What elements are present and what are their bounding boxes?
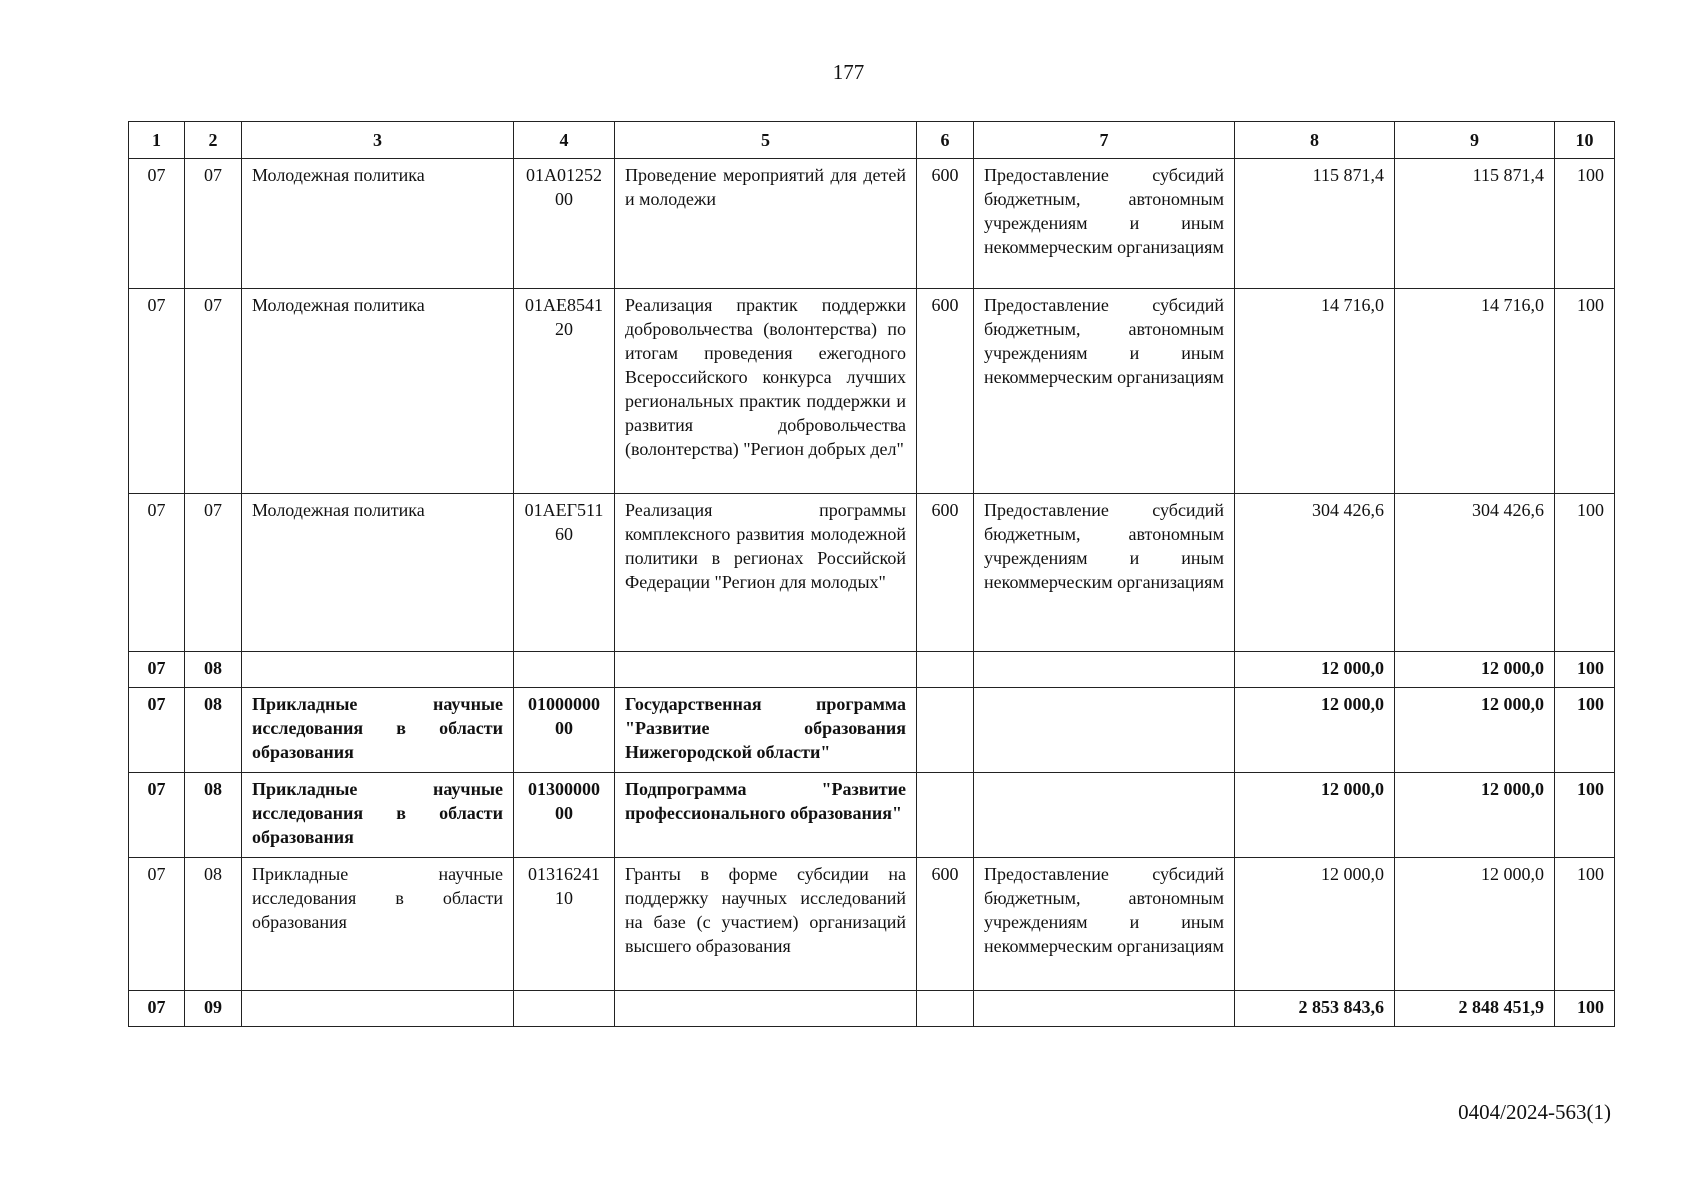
subsection-code: 08 (185, 858, 242, 991)
expense-type-name (974, 688, 1235, 773)
expense-type-code: 600 (917, 159, 974, 289)
approved-amount: 12 000,0 (1235, 688, 1395, 773)
section-code: 07 (129, 773, 185, 858)
target-article-name: Реализация программы комплексного развития молодежной политики в регионах Российской Федерации "Регион для молодых" (615, 494, 917, 652)
column-header: 10 (1555, 122, 1615, 159)
table-row (129, 159, 1615, 289)
execution-percent: 100 (1555, 688, 1615, 773)
target-article-code (514, 652, 615, 688)
target-article-code (514, 991, 615, 1027)
approved-amount: 14 716,0 (1235, 289, 1395, 494)
target-article-name: Подпрограмма "Развитие профессионального образования" (615, 773, 917, 858)
column-header: 8 (1235, 122, 1395, 159)
target-article-code: 0100000000 (514, 688, 615, 773)
subsection-code: 09 (185, 991, 242, 1027)
target-article-name: Государственная программа "Развитие образования Нижегородской области" (615, 688, 917, 773)
section-code: 07 (129, 159, 185, 289)
column-header: 3 (242, 122, 514, 159)
expense-type-code: 600 (917, 289, 974, 494)
subsection-name (242, 991, 514, 1027)
approved-amount: 2 853 843,6 (1235, 991, 1395, 1027)
subsection-code: 07 (185, 159, 242, 289)
budget-table (128, 121, 1615, 1027)
subsection-name: Молодежная политика (242, 289, 514, 494)
section-code: 07 (129, 688, 185, 773)
subsection-code: 08 (185, 773, 242, 858)
execution-percent: 100 (1555, 652, 1615, 688)
table-row (129, 773, 1615, 858)
target-article-name: Реализация практик поддержки добровольчества (волонтерства) по итогам проведения ежегодного Всероссийского конкурса лучших региональных практик поддержки и развития добровольчества (волонтерства) "Регион добрых дел" (615, 289, 917, 494)
section-code: 07 (129, 652, 185, 688)
subsection-code: 07 (185, 494, 242, 652)
section-code: 07 (129, 991, 185, 1027)
column-header: 9 (1395, 122, 1555, 159)
approved-amount: 12 000,0 (1235, 858, 1395, 991)
executed-amount: 12 000,0 (1395, 858, 1555, 991)
execution-percent: 100 (1555, 991, 1615, 1027)
expense-type-code (917, 688, 974, 773)
subsection-name: Прикладные научные исследования в области образования (242, 688, 514, 773)
expense-type-code (917, 773, 974, 858)
table-row (129, 688, 1615, 773)
expense-type-code: 600 (917, 494, 974, 652)
execution-percent: 100 (1555, 494, 1615, 652)
executed-amount: 2 848 451,9 (1395, 991, 1555, 1027)
executed-amount: 12 000,0 (1395, 652, 1555, 688)
table-row (129, 494, 1615, 652)
expense-type-name: Предоставление субсидий бюджетным, автономным учреждениям и иным некоммерческим организациям (974, 494, 1235, 652)
execution-percent: 100 (1555, 289, 1615, 494)
section-code: 07 (129, 858, 185, 991)
subsection-code: 07 (185, 289, 242, 494)
expense-type-name: Предоставление субсидий бюджетным, автономным учреждениям и иным некоммерческим организациям (974, 858, 1235, 991)
page-number: 177 (832, 60, 865, 84)
approved-amount: 115 871,4 (1235, 159, 1395, 289)
expense-type-code: 600 (917, 858, 974, 991)
target-article-name: Проведение мероприятий для детей и молодежи (615, 159, 917, 289)
column-header: 2 (185, 122, 242, 159)
target-article-code: 01А0125200 (514, 159, 615, 289)
target-article-code: 01АЕГ51160 (514, 494, 615, 652)
table-row (129, 858, 1615, 991)
section-code: 07 (129, 494, 185, 652)
target-article-code: 0131624110 (514, 858, 615, 991)
target-article-name (615, 991, 917, 1027)
subtotal-row (129, 652, 1615, 688)
document-id: 0404/2024-563(1) (1458, 1100, 1611, 1124)
subsection-name: Молодежная политика (242, 494, 514, 652)
column-header: 4 (514, 122, 615, 159)
column-header: 7 (974, 122, 1235, 159)
expense-type-name (974, 773, 1235, 858)
target-article-code: 0130000000 (514, 773, 615, 858)
subtotal-row (129, 991, 1615, 1027)
execution-percent: 100 (1555, 858, 1615, 991)
subsection-name: Прикладные научные исследования в области образования (242, 773, 514, 858)
expense-type-code (917, 991, 974, 1027)
table-row (129, 289, 1615, 494)
subsection-name: Прикладные научные исследования в области образования (242, 858, 514, 991)
executed-amount: 12 000,0 (1395, 688, 1555, 773)
approved-amount: 12 000,0 (1235, 773, 1395, 858)
subsection-name: Молодежная политика (242, 159, 514, 289)
expense-type-name (974, 652, 1235, 688)
column-header: 6 (917, 122, 974, 159)
header-row (129, 122, 1615, 159)
column-header: 5 (615, 122, 917, 159)
column-header: 1 (129, 122, 185, 159)
expense-type-name (974, 991, 1235, 1027)
approved-amount: 304 426,6 (1235, 494, 1395, 652)
section-code: 07 (129, 289, 185, 494)
approved-amount: 12 000,0 (1235, 652, 1395, 688)
target-article-name: Гранты в форме субсидии на поддержку научных исследований на базе (с участием) организаций высшего образования (615, 858, 917, 991)
execution-percent: 100 (1555, 159, 1615, 289)
executed-amount: 115 871,4 (1395, 159, 1555, 289)
subsection-code: 08 (185, 688, 242, 773)
executed-amount: 14 716,0 (1395, 289, 1555, 494)
expense-type-name: Предоставление субсидий бюджетным, автономным учреждениям и иным некоммерческим организациям (974, 159, 1235, 289)
subsection-name (242, 652, 514, 688)
executed-amount: 12 000,0 (1395, 773, 1555, 858)
execution-percent: 100 (1555, 773, 1615, 858)
target-article-name (615, 652, 917, 688)
subsection-code: 08 (185, 652, 242, 688)
executed-amount: 304 426,6 (1395, 494, 1555, 652)
expense-type-code (917, 652, 974, 688)
target-article-code: 01АЕ854120 (514, 289, 615, 494)
expense-type-name: Предоставление субсидий бюджетным, автономным учреждениям и иным некоммерческим организациям (974, 289, 1235, 494)
